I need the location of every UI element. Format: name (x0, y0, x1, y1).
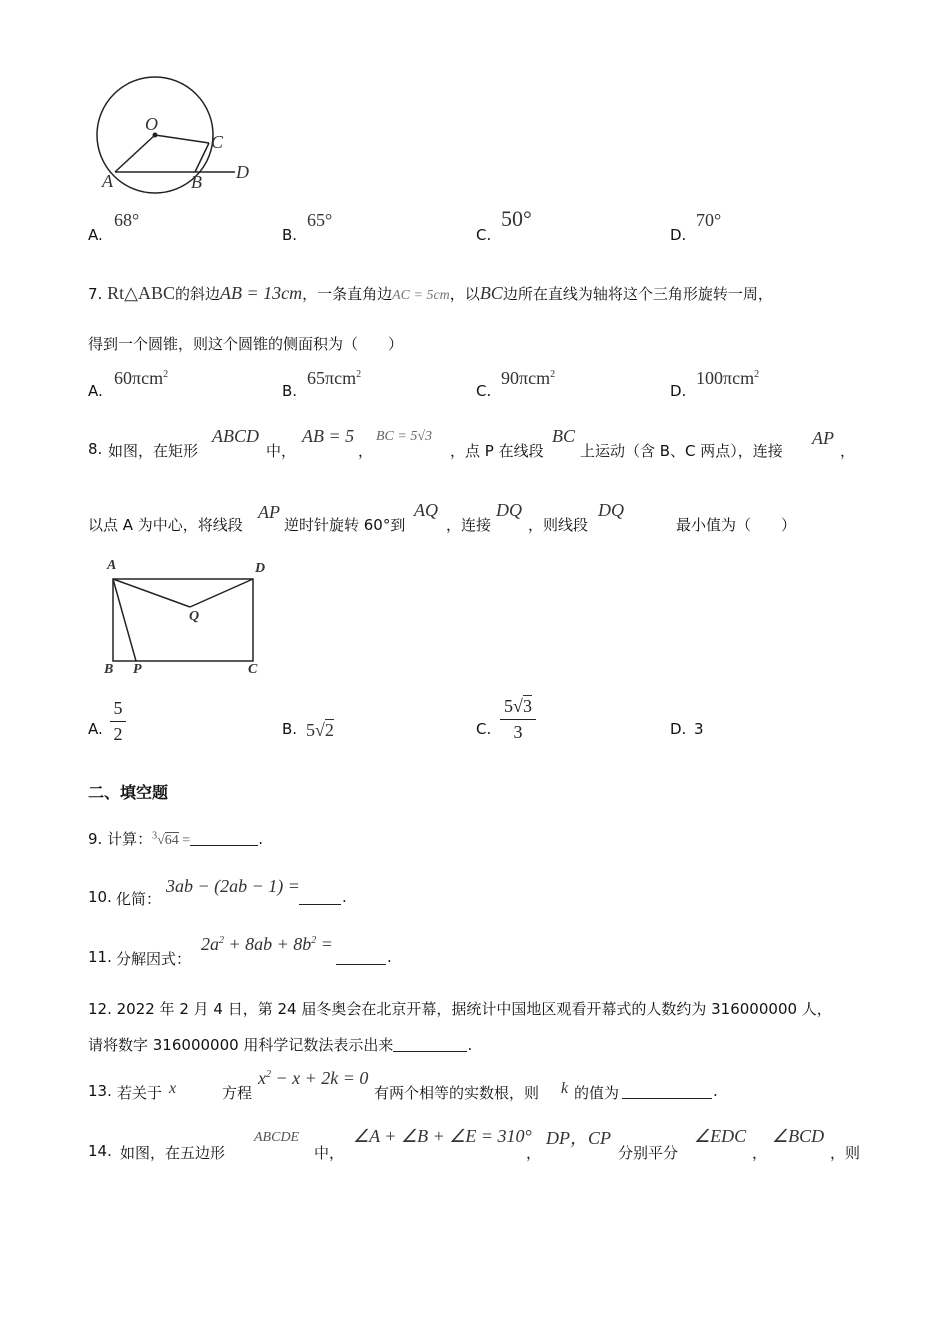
q10-number: 10. (88, 888, 112, 906)
q13-answer-blank[interactable] (622, 1084, 712, 1099)
q12-line2 (88, 1034, 472, 1055)
line-cb (195, 143, 209, 172)
q8-ab: AB = 5 (302, 426, 355, 446)
q12-text1: 2022 年 2 月 4 日，第 24 届冬奥会在北京开幕，据统计中国地区观看开幕式的人数约为 316000000 人， (116, 1000, 832, 1018)
q14-text5: ， (752, 1144, 768, 1162)
q8-option-a-numerator: 5 (113, 698, 123, 718)
q7-option-a-letter: A. (88, 382, 103, 400)
q9-expr: $^3$√64 = (152, 830, 191, 848)
q14-angle-bcd: ∠BCD (772, 1126, 825, 1146)
q11-end: . (387, 948, 392, 966)
q12-answer-blank[interactable] (393, 1037, 467, 1052)
q7-option-d-letter: D. (670, 382, 687, 400)
label-b: B (191, 172, 202, 192)
q8-line2-text-c: ，连接 (446, 516, 492, 534)
line-ap (113, 579, 136, 661)
q8-bc2: BC (552, 426, 576, 446)
q8-option-b-value: 5√2 (306, 720, 334, 740)
q14-dp-cp: DP，CP (546, 1128, 611, 1148)
q7-number: 7. (88, 285, 103, 303)
q7-text1: 的斜边 (174, 285, 220, 303)
q13-text1: 若关于 (117, 1084, 163, 1102)
q6-option-a-value: 68° (114, 210, 140, 230)
q8-option-d-value: 3 (694, 720, 704, 738)
fig2-label-a: A (107, 558, 117, 573)
q9-number: 9. (88, 830, 103, 848)
fig2-label-q: Q (189, 609, 200, 624)
fig2-label-d: D (255, 561, 266, 576)
q8-text4: ，点 P 在线段 (450, 442, 544, 460)
q9-root-index: 3 (152, 830, 158, 842)
q10-text: 化简： (116, 890, 162, 908)
q11-text: 分解因式： (116, 950, 192, 968)
q8-line2-text-b: 逆时针旋转 60°到 (284, 516, 406, 534)
q14-text1: 如图，在五边形 (120, 1144, 226, 1162)
q8-line2-text-e: 最小值为（ ） (676, 516, 797, 534)
label-c: C (211, 132, 224, 152)
label-d: D (236, 162, 249, 182)
q7-text4: 边所在直线为轴将这个三角形旋转一周， (502, 285, 773, 303)
q11-expr: $2a^2 + 8ab + 8b^2$ = (201, 934, 333, 954)
q14-number: 14. (88, 1142, 112, 1160)
q6-option-c-value: 50° (501, 206, 532, 231)
q9-end: . (258, 830, 263, 848)
q14-text4: 分别平分 (618, 1144, 679, 1162)
q14-text2: 中， (314, 1144, 345, 1162)
q6-option-a-letter: A. (88, 226, 103, 244)
q8-option-c-numerator: 5√3 (504, 696, 532, 716)
q8-bc: BC = 5√3 (376, 429, 433, 444)
q13-var-x: x (169, 1080, 177, 1097)
q7-option-b-letter: B. (282, 382, 298, 400)
fig2-label-c: C (248, 662, 258, 677)
q8-line2-text-d: ，则线段 (528, 516, 589, 534)
q7-line1 (88, 283, 773, 304)
q8-option-b-coef: 5 (306, 720, 315, 740)
q14-angle-edc: ∠EDC (694, 1126, 747, 1146)
q7-line2: 得到一个圆锥，则这个圆锥的侧面积为（ ） (88, 335, 404, 353)
q9-text: 计算： (107, 830, 153, 848)
q7-text3: ，以 (449, 285, 480, 303)
q8-option-b-letter: B. (282, 720, 298, 738)
q8-option-d-letter: D. (670, 720, 687, 738)
q7-bc: BC (479, 283, 503, 303)
q8-text3: ， (358, 442, 374, 460)
line-dq (190, 579, 253, 607)
q8-option-b-radicand: 2 (324, 720, 334, 740)
q10-end: . (342, 888, 347, 906)
q9-radicand: 64 (164, 833, 179, 848)
q8-aq: AQ (414, 500, 438, 520)
q13-text3: 有两个相等的实数根，则 (374, 1084, 540, 1102)
q7-option-c-letter: C. (476, 382, 492, 400)
q6-option-d-value: 70° (696, 210, 722, 230)
q12-text2: 请将数字 316000000 用科学记数法表示出来 (88, 1036, 394, 1054)
q14-text3: ， (526, 1144, 542, 1162)
q8-dq2: DQ (598, 500, 624, 520)
q13-text2: 方程 (222, 1084, 253, 1102)
q7-ab: AB = 13cm (219, 283, 303, 303)
line-ao (115, 135, 155, 172)
q8-ap: AP (812, 428, 834, 448)
q8-ap2: AP (258, 502, 280, 522)
q8-option-c-letter: C. (476, 720, 492, 738)
q6-option-d-letter: D. (670, 226, 687, 244)
fig2-label-b: B (104, 662, 114, 677)
q11-number: 11. (88, 948, 112, 966)
q8-abcd: ABCD (212, 426, 259, 446)
q8-option-a-denominator: 2 (113, 724, 123, 744)
q12-line1 (88, 998, 832, 1019)
fig2-label-p: P (133, 662, 142, 677)
q6-option-b-letter: B. (282, 226, 298, 244)
q14-text6: ，则 (830, 1144, 861, 1162)
q13-number: 13. (88, 1082, 112, 1100)
q7-rt-triangle: Rt△ABC (107, 283, 175, 303)
q7-option-c-value: 90πcm$^2$ (501, 368, 556, 388)
q10-answer-blank[interactable] (299, 890, 341, 905)
q9-answer-blank[interactable] (190, 831, 258, 846)
q10-expr: 3ab − (2ab − 1) = (166, 876, 300, 896)
q7-option-b-value: 65πcm$^2$ (307, 368, 362, 388)
q8-number: 8. (88, 440, 103, 458)
line-oc (155, 135, 209, 143)
q8-option-c-fraction (500, 696, 536, 743)
label-o: O (145, 114, 158, 134)
q13-equation: $x^2 - x + 2k = 0$ (258, 1068, 369, 1088)
q13-var-k: k (561, 1080, 569, 1097)
q8-option-a-fraction (110, 698, 126, 745)
q11-answer-blank[interactable] (336, 950, 386, 965)
q9-line (88, 828, 263, 849)
line-aq (113, 579, 190, 607)
q6-option-b-value: 65° (307, 210, 333, 230)
q7-option-a-value: 60πcm$^2$ (114, 368, 169, 388)
q12-end: . (467, 1036, 473, 1054)
q8-text2: 中， (266, 442, 297, 460)
q7-ac: AC = 5cm (392, 288, 450, 303)
q7-option-d-value: 100πcm$^2$ (696, 368, 760, 388)
q14-angles: ∠A + ∠B + ∠E = 310° (353, 1126, 532, 1146)
q13-end: . (713, 1082, 718, 1100)
label-a: A (102, 171, 113, 191)
q8-text1: 如图，在矩形 (108, 442, 199, 460)
q13-text4: 的值为 (574, 1084, 620, 1102)
q8-option-a-letter: A. (88, 720, 103, 738)
rect-abcd (113, 579, 253, 661)
q14-abcde: ABCDE (254, 1130, 300, 1145)
q8-line2-text-a: 以点 A 为中心，将线段 (88, 516, 243, 534)
q7-text2: ，一条直角边 (302, 285, 393, 303)
q8-text5: 上运动（含 B、C 两点），连接 (580, 442, 783, 460)
section-fill-in-title: 二、填空题 (88, 783, 169, 802)
q8-text6: ， (840, 442, 856, 460)
q12-number: 12. (88, 1000, 112, 1018)
rectangle-figure (100, 565, 270, 675)
q8-dq: DQ (496, 500, 522, 520)
q8-option-c-denominator: 3 (513, 722, 523, 742)
q6-option-c-letter: C. (476, 226, 492, 244)
